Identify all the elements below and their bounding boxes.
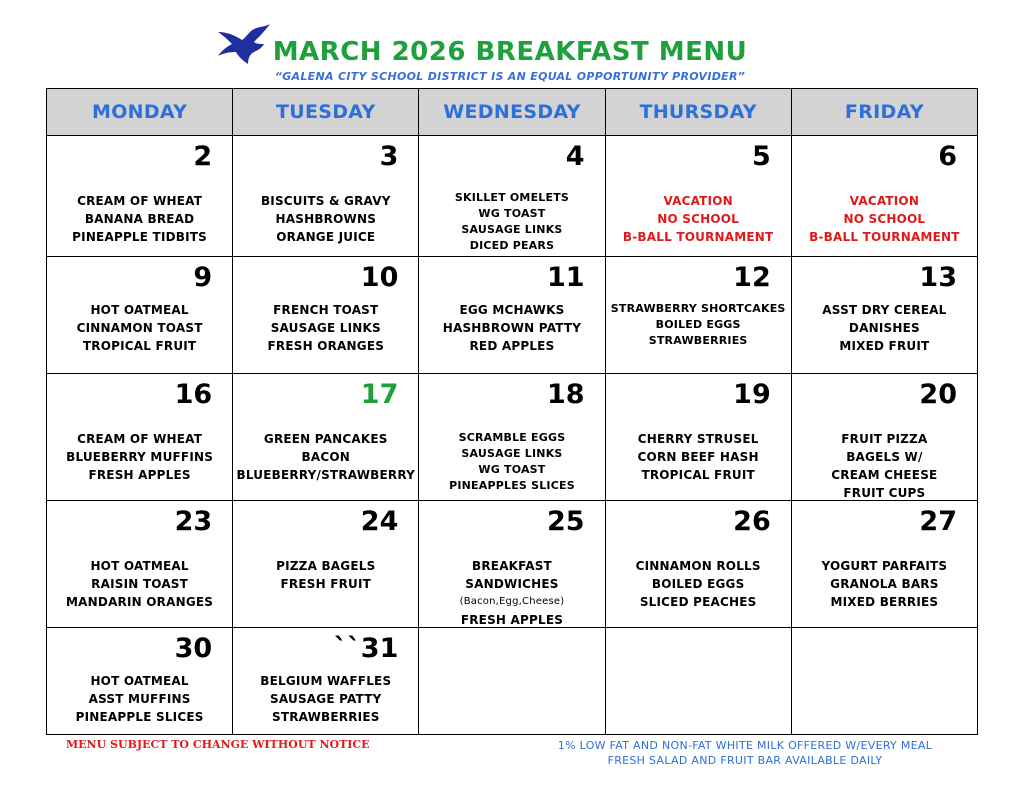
menu-items: [233, 430, 418, 484]
day-cell: [605, 501, 791, 628]
menu-item: SAUSAGE LINKS: [461, 223, 563, 236]
day-cell: [419, 257, 605, 374]
menu-item: (Bacon,Egg,Cheese): [459, 596, 565, 607]
menu-item: DANISHES: [848, 321, 920, 335]
day-number: 16: [174, 379, 213, 410]
menu-item: YOGURT PARFAITS: [821, 559, 948, 573]
menu-items: [419, 190, 604, 254]
menu-item: TROPICAL FRUIT: [82, 339, 197, 353]
menu-item: FRESH APPLES: [460, 613, 564, 627]
day-number: 10: [360, 262, 399, 293]
menu-item: SKILLET OMELETS: [454, 191, 570, 204]
menu-items: [233, 672, 418, 726]
menu-items: [419, 557, 604, 629]
menu-item: SLICED PEACHES: [639, 595, 757, 609]
menu-item: HOT OATMEAL: [90, 674, 189, 688]
menu-items: [47, 557, 232, 611]
menu-item: PINEAPPLES SLICES: [449, 479, 575, 492]
day-cell: [605, 136, 791, 257]
weekday-header-tuesday: TUESDAY: [233, 89, 419, 136]
menu-items: [606, 301, 791, 349]
menu-items: [233, 557, 418, 593]
day-number: ``31: [333, 633, 399, 664]
menu-item: BACON: [301, 450, 351, 464]
menu-item: BOILED EGGS: [655, 318, 741, 331]
day-cell: [47, 501, 233, 628]
menu-item: FRUIT PIZZA: [841, 432, 928, 446]
day-number: 17: [360, 379, 399, 410]
weekday-header-row: [47, 89, 978, 136]
menu-item: NO SCHOOL: [657, 212, 740, 226]
menu-item: SAUSAGE LINKS: [461, 447, 563, 460]
menu-items: [606, 192, 791, 246]
day-number: 3: [379, 141, 399, 172]
menu-item: MANDARIN ORANGES: [66, 595, 214, 609]
menu-items: [233, 301, 418, 355]
menu-item: STRAWBERRIES: [648, 334, 748, 347]
day-number: 19: [733, 379, 771, 410]
menu-item: PIZZA BAGELS: [276, 559, 376, 573]
menu-item: CREAM OF WHEAT: [77, 432, 203, 446]
menu-items: [792, 557, 977, 611]
menu-item: BOILED EGGS: [651, 577, 745, 591]
salad-note: FRESH SALAD AND FRUIT BAR AVAILABLE DAILY: [607, 754, 883, 767]
day-number: 2: [193, 141, 213, 172]
menu-items: [792, 301, 977, 355]
day-cell: [233, 501, 419, 628]
menu-item: CINNAMON TOAST: [76, 321, 203, 335]
milk-note: 1% LOW FAT AND NON-FAT WHITE MILK OFFERED W/EVERY MEAL: [557, 739, 933, 752]
day-number: 25: [546, 506, 585, 537]
menu-item: HASHBROWN PATTY: [442, 321, 582, 335]
week-row: [47, 374, 978, 501]
menu-item: WG TOAST: [478, 207, 546, 220]
menu-item: SCRAMBLE EGGS: [458, 431, 566, 444]
day-number: 20: [919, 379, 957, 410]
menu-item: BLUEBERRY/STRAWBERRY: [236, 468, 416, 482]
day-cell: [605, 374, 791, 501]
day-cell: [419, 136, 605, 257]
menu-item: PINEAPPLE TIDBITS: [72, 230, 208, 244]
menu-items: [606, 557, 791, 611]
menu-items: [792, 430, 977, 502]
menu-item: GREEN PANCAKES: [263, 432, 388, 446]
day-cell: [233, 374, 419, 501]
day-cell: [605, 628, 791, 735]
menu-item: HASHBROWNS: [275, 212, 377, 226]
week-row: [47, 628, 978, 735]
day-number: 13: [919, 262, 957, 293]
menu-items: [419, 430, 604, 494]
day-number: 26: [733, 506, 771, 537]
weekday-header-friday: FRIDAY: [791, 89, 977, 136]
day-cell: [791, 136, 977, 257]
menu-item: FRESH ORANGES: [267, 339, 385, 353]
page-subtitle: “GALENA CITY SCHOOL DISTRICT IS AN EQUAL OPPORTUNITY PROVIDER”: [274, 70, 746, 83]
menu-item: CREAM CHEESE: [831, 468, 938, 482]
day-cell: [233, 136, 419, 257]
menu-item: SANDWICHES: [465, 577, 559, 591]
menu-items: [47, 301, 232, 355]
weekday-header-wednesday: WEDNESDAY: [419, 89, 605, 136]
menu-item: CHERRY STRUSEL: [637, 432, 759, 446]
menu-items: [419, 301, 604, 355]
menu-item: BANANA BREAD: [84, 212, 195, 226]
menu-items: [792, 192, 977, 246]
day-cell: [233, 257, 419, 374]
week-row: [47, 136, 978, 257]
menu-item: ASST DRY CEREAL: [822, 303, 947, 317]
week-row: [47, 501, 978, 628]
day-number: 30: [174, 633, 213, 664]
menu-item: ORANGE JUICE: [276, 230, 376, 244]
menu-item: FRESH APPLES: [88, 468, 191, 482]
milk-salad-note: [520, 738, 970, 768]
day-number: 9: [193, 262, 213, 293]
menu-item: WG TOAST: [478, 463, 546, 476]
menu-item: BLUEBERRY MUFFINS: [66, 450, 214, 464]
day-number: 6: [938, 141, 957, 172]
menu-items: [47, 430, 232, 484]
menu-items: [47, 672, 232, 726]
day-cell: [47, 136, 233, 257]
day-cell: [419, 374, 605, 501]
day-number: 18: [546, 379, 585, 410]
menu-item: MIXED FRUIT: [839, 339, 930, 353]
menu-item: B-BALL TOURNAMENT: [809, 230, 960, 244]
menu-items: [47, 192, 232, 246]
menu-item: STRAWBERRY SHORTCAKES: [610, 302, 786, 315]
menu-item: MIXED BERRIES: [830, 595, 939, 609]
menu-items: [606, 430, 791, 484]
menu-item: VACATION: [849, 194, 920, 208]
menu-item: NO SCHOOL: [843, 212, 926, 226]
day-cell: [419, 628, 605, 735]
menu-item: BREAKFAST: [472, 559, 552, 573]
menu-items: [233, 192, 418, 246]
menu-item: BISCUITS & GRAVY: [260, 194, 391, 208]
week-row: [47, 257, 978, 374]
day-cell: [47, 257, 233, 374]
day-cell: [419, 501, 605, 628]
day-cell: [791, 501, 977, 628]
day-number: 23: [174, 506, 213, 537]
day-cell: [233, 628, 419, 735]
day-cell: [791, 257, 977, 374]
menu-item: DICED PEARS: [469, 239, 555, 252]
menu-item: CORN BEEF HASH: [637, 450, 759, 464]
menu-item: HOT OATMEAL: [90, 559, 189, 573]
menu-item: TROPICAL FRUIT: [641, 468, 755, 482]
menu-item: FRUIT CUPS: [843, 486, 926, 500]
weekday-header-thursday: THURSDAY: [605, 89, 791, 136]
page-title: MARCH 2026 BREAKFAST MENU: [272, 37, 748, 67]
menu-item: FRENCH TOAST: [273, 303, 379, 317]
day-number: 27: [919, 506, 957, 537]
menu-item: STRAWBERRIES: [271, 710, 380, 724]
weekday-header-monday: MONDAY: [47, 89, 233, 136]
day-cell: [791, 374, 977, 501]
day-number: 11: [546, 262, 585, 293]
day-cell: [47, 628, 233, 735]
menu-item: CREAM OF WHEAT: [77, 194, 203, 208]
menu-item: BAGELS W/: [846, 450, 923, 464]
day-cell: [47, 374, 233, 501]
menu-item: EGG MCHAWKS: [459, 303, 565, 317]
menu-item: HOT OATMEAL: [90, 303, 189, 317]
day-cell: [791, 628, 977, 735]
menu-item: SAUSAGE LINKS: [270, 321, 381, 335]
menu-item: GRANOLA BARS: [830, 577, 939, 591]
menu-item: BELGIUM WAFFLES: [260, 674, 392, 688]
menu-item: PINEAPPLE SLICES: [75, 710, 204, 724]
menu-item: B-BALL TOURNAMENT: [622, 230, 774, 244]
menu-item: FRESH FRUIT: [280, 577, 372, 591]
menu-item: RED APPLES: [469, 339, 555, 353]
menu-change-notice: MENU SUBJECT TO CHANGE WITHOUT NOTICE: [66, 738, 370, 751]
menu-item: ASST MUFFINS: [88, 692, 191, 706]
day-cell: [605, 257, 791, 374]
day-number: 24: [360, 506, 399, 537]
day-number: 4: [565, 141, 585, 172]
menu-item: CINNAMON ROLLS: [635, 559, 761, 573]
day-number: 12: [733, 262, 771, 293]
menu-calendar: [46, 88, 978, 735]
menu-item: SAUSAGE PATTY: [270, 692, 382, 706]
menu-item: RAISIN TOAST: [91, 577, 189, 591]
menu-item: VACATION: [663, 194, 733, 208]
day-number: 5: [751, 141, 771, 172]
